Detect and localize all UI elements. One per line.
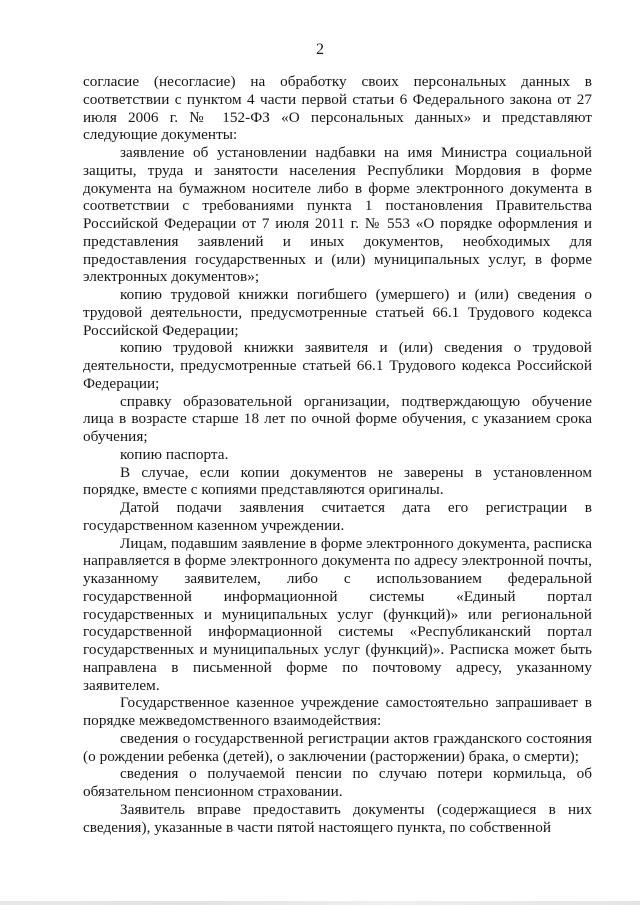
paragraph-electronic-receipt: Лицам, подавшим заявление в форме электронного документа, расписка направляется в форме электронного документа по адресу электронной почты, указанному заявителем, либо с использованием федеральной государственной информационной системы «Единый портал государственных и муниципальных услуг (функций)» или региональной государственной информационной системы «Республиканский портал государственных и муниципальных услуг (функций)». Расписка может быть направлена в письменной форме по почтовому адресу, указанному заявителем. — [83, 534, 592, 694]
paragraph-interagency-request: Государственное казенное учреждение самостоятельно запрашивает в порядке межведомственного взаимодействия: — [83, 694, 592, 729]
scan-edge — [0, 901, 640, 905]
paragraph-originals: В случае, если копии документов не заверены в установленном порядке, вместе с копиями представляются оригиналы. — [83, 463, 592, 499]
paragraph-pension-info: сведения о получаемой пенсии по случаю потери кормильца, об обязательном пенсионном страховании. — [83, 765, 592, 800]
paragraph-civil-status: сведения о государственной регистрации актов гражданского состояния (о рождении ребенка (детей), о заключении (расторжении) брака, о смерти); — [83, 729, 592, 765]
paragraph-education-certificate: справку образовательной организации, подтверждающую обучение лица в возрасте старше 18 лет по очной форме обучения, с указанием срока обучения; — [83, 392, 592, 445]
paragraph-application: заявление об установлении надбавки на имя Министра социальной защиты, труда и занятости населения Республики Мордовия в форме документа на бумажном носителе либо в форме электронного документа в соответствии с требованиями пункта 1 постановления Правительства Российской Федерации от 7 июля 2011 г. № 553 «О порядке оформления и представления заявлений и иных документов, необходимых для предоставления государственных и (или) муниципальных услуг, в форме электронных документов»; — [83, 144, 592, 286]
paragraph-applicant-work-book: копию трудовой книжки заявителя и (или) сведения о трудовой деятельности, предусмотренные статьей 66.1 Трудового кодекса Российской Федерации; — [83, 339, 592, 392]
paragraph-deceased-work-book: копию трудовой книжки погибшего (умершего) и (или) сведения о трудовой деятельности, предусмотренные статьей 66.1 Трудового кодекса Российской Федерации; — [83, 286, 592, 339]
page-number: 2 — [316, 41, 324, 58]
paragraph-consent: согласие (несогласие) на обработку своих персональных данных в соответствии с пунктом 4 части первой статьи 6 Федерального закона от 27 июля 2006 г. № 152-ФЗ «О персональных данных» и представляют следующие документы: — [83, 73, 592, 144]
paragraph-passport-copy: копию паспорта. — [120, 445, 229, 463]
paragraph-filing-date: Датой подачи заявления считается дата его регистрации в государственном казенном учреждении. — [83, 499, 592, 534]
document-body — [83, 73, 592, 836]
paragraph-applicant-right: Заявитель вправе предоставить документы (содержащиеся в них сведения), указанные в части пятой настоящего пункта, по собственной — [83, 800, 592, 836]
